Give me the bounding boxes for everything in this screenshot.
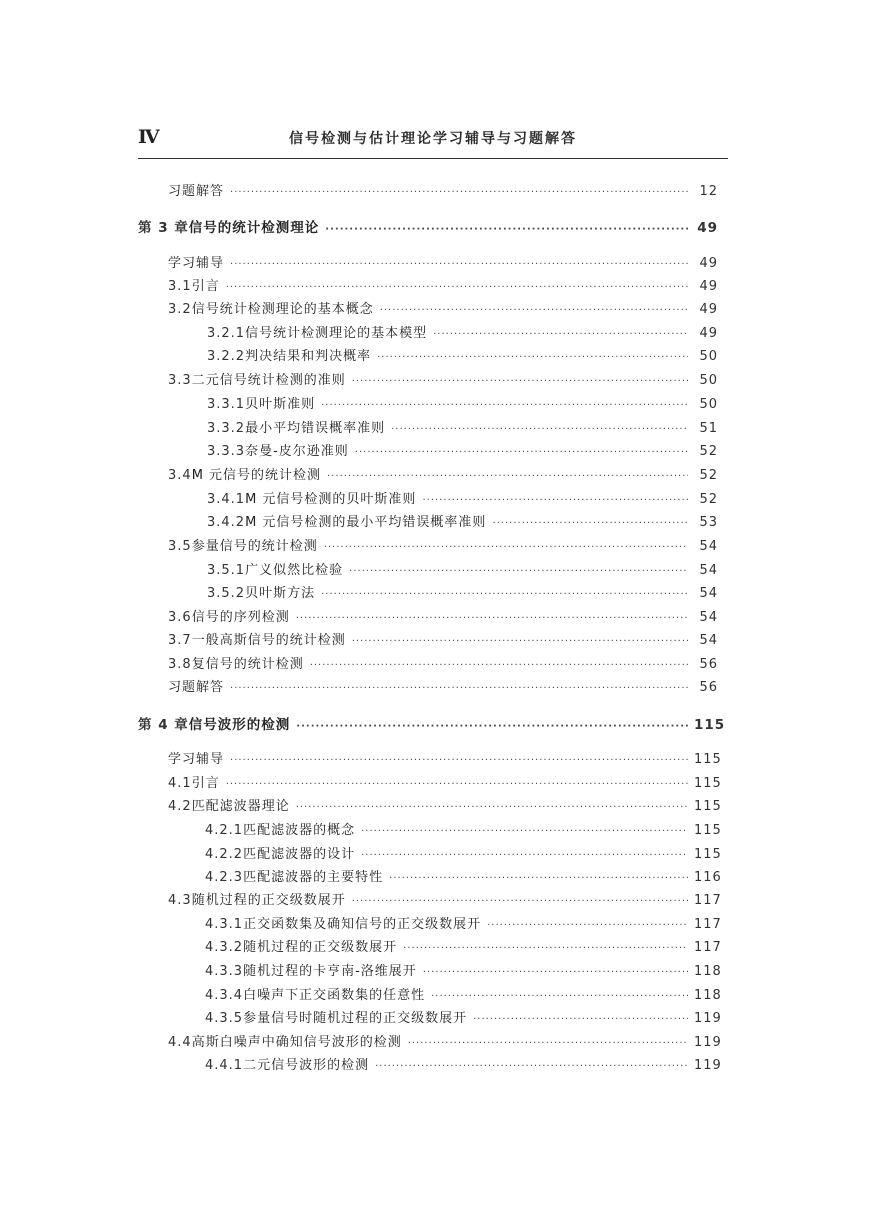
toc-entry-page: 50 (699, 349, 718, 364)
toc-subsection-number: 3.3.3 (207, 444, 246, 459)
dot-leader (377, 348, 688, 368)
dot-leader (296, 717, 688, 737)
toc-entry-page: 115 (694, 799, 722, 814)
toc-entry-title: 最小平均错误概率准则 (245, 421, 386, 436)
toc-subsection-4-2-1[interactable] (205, 821, 722, 841)
toc-section-4-3[interactable] (168, 891, 722, 911)
toc-section-3-5[interactable] (168, 537, 718, 557)
toc-subsection-3-4-1[interactable] (207, 490, 718, 510)
toc-entry-title: 信号的序列检测 (191, 610, 290, 625)
page-header (138, 118, 728, 159)
dot-leader (321, 396, 688, 416)
toc-section-4-2[interactable] (168, 797, 722, 817)
toc-subsection-number: 4.3.4 (205, 988, 244, 1003)
toc-entry-title: 学习辅导 (168, 752, 225, 767)
toc-entry-exercise-answers[interactable] (168, 678, 718, 698)
toc-entry-title: 参量信号的统计检测 (191, 539, 318, 554)
toc-entry-title: 高斯白噪声中确知信号波形的检测 (191, 1035, 402, 1050)
toc-entry-title: 匹配滤波器的概念 (243, 823, 356, 838)
dot-leader (327, 467, 688, 487)
toc-entry-page: 54 (699, 563, 718, 578)
toc-entry-page: 117 (694, 917, 722, 932)
dot-leader (391, 420, 688, 440)
toc-entry-page: 49 (699, 302, 718, 317)
toc-entry-title: 随机过程的正交级数展开 (191, 893, 346, 908)
toc-entry-page: 115 (694, 752, 722, 767)
toc-entry-page: 116 (694, 870, 722, 885)
toc-entry-page: 50 (699, 373, 718, 388)
toc-subsection-number: 3.2.1 (207, 326, 246, 341)
toc-entry-title: 判决结果和判决概率 (245, 349, 372, 364)
toc-section-number: 3.3 (168, 373, 192, 388)
toc-subsection-3-3-3[interactable] (207, 442, 718, 462)
toc-entry-page: 118 (694, 988, 722, 1003)
toc-entry-title: 学习辅导 (168, 256, 225, 271)
running-title: 信号检测与估计理论学习辅导与习题解答 (289, 131, 577, 147)
toc-entry-page: 54 (699, 610, 718, 625)
dot-leader (226, 278, 688, 298)
toc-entry-title: M 元信号检测的最小平均错误概率准则 (245, 515, 487, 530)
toc-section-number: 3.8 (168, 657, 192, 672)
toc-section-3-6[interactable] (168, 608, 718, 628)
toc-entry-title: 习题解答 (168, 184, 225, 199)
dot-leader (492, 514, 688, 534)
toc-section-number: 3.1 (168, 279, 192, 294)
toc-section-number: 4.4 (168, 1035, 192, 1050)
toc-subsection-4-4-1[interactable] (205, 1056, 722, 1076)
toc-entry-title: 白噪声下正交函数集的任意性 (243, 988, 426, 1003)
toc-section-number: 3.6 (168, 610, 192, 625)
toc-entry-title: M 元信号的统计检测 (191, 468, 322, 483)
toc-subsection-number: 3.4.2 (207, 515, 246, 530)
toc-subsection-number: 4.4.1 (205, 1058, 244, 1073)
toc-chapter-title: 信号的统计检测理论 (188, 220, 320, 236)
dot-leader (352, 892, 688, 912)
toc-entry-title: 参量信号时随机过程的正交级数展开 (243, 1011, 468, 1026)
toc-section-number: 3.4 (168, 468, 192, 483)
toc-section-number: 3.2 (168, 302, 192, 317)
toc-entry-page: 119 (694, 1058, 722, 1073)
toc-entry-title: 广义似然比检验 (245, 563, 344, 578)
toc-subsection-number: 3.3.2 (207, 421, 246, 436)
toc-entry-title: 二元信号统计检测的准则 (191, 373, 346, 388)
toc-entry-page: 54 (699, 586, 718, 601)
toc-section-number: 4.1 (168, 776, 192, 791)
toc-section-3-4[interactable] (168, 466, 718, 486)
dot-leader (325, 220, 688, 240)
toc-section-4-4[interactable] (168, 1033, 722, 1053)
toc-entry-page: 117 (694, 893, 722, 908)
toc-entry-title: 习题解答 (168, 680, 225, 695)
toc-subsection-3-2-2[interactable] (207, 347, 718, 367)
toc-subsection-number: 4.3.2 (205, 940, 244, 955)
dot-leader (230, 751, 688, 771)
toc-entry-exercise-answers[interactable] (168, 182, 718, 202)
dot-leader (423, 963, 688, 983)
page-number: Ⅳ (138, 126, 160, 148)
toc-entry-page: 115 (694, 823, 722, 838)
toc-subsection-3-5-2[interactable] (207, 584, 718, 604)
toc-section-number: 3.5 (168, 539, 192, 554)
toc-section-3-3[interactable] (168, 371, 718, 391)
toc-entry-title: 信号统计检测理论的基本模型 (245, 326, 428, 341)
toc-entry-page: 54 (699, 539, 718, 554)
toc-subsection-3-5-1[interactable] (207, 561, 718, 581)
toc-subsection-number: 4.3.3 (205, 964, 244, 979)
toc-entry-page: 49 (699, 279, 718, 294)
dot-leader (487, 916, 688, 936)
dot-leader (431, 987, 688, 1007)
dot-leader (389, 869, 688, 889)
toc-entry-page: 56 (699, 680, 718, 695)
toc-entry-title: 复信号的统计检测 (191, 657, 304, 672)
dot-leader (230, 255, 688, 275)
toc-entry-page: 118 (694, 964, 722, 979)
toc-entry-page: 49 (699, 256, 718, 271)
toc-entry-title: 二元信号波形的检测 (243, 1058, 370, 1073)
toc-subsection-4-3-3[interactable] (205, 962, 722, 982)
toc-subsection-3-4-2[interactable] (207, 513, 718, 533)
dot-leader (349, 562, 688, 582)
dot-leader (433, 325, 688, 345)
toc-section-3-2[interactable] (168, 300, 718, 320)
dot-leader (230, 679, 688, 699)
toc-entry-page: 115 (694, 847, 722, 862)
toc-subsection-number: 3.5.2 (207, 586, 246, 601)
toc-entry-study-guide[interactable] (168, 750, 722, 770)
dot-leader (361, 822, 688, 842)
dot-leader (324, 538, 688, 558)
toc-chapter-title: 信号波形的检测 (188, 717, 291, 733)
toc-section-3-7[interactable] (168, 631, 718, 651)
toc-chapter-number: 第 3 章 (138, 220, 189, 236)
toc-subsection-4-2-3[interactable] (205, 868, 722, 888)
dot-leader (403, 939, 688, 959)
toc-entry-title: 匹配滤波器的设计 (243, 847, 356, 862)
dot-leader (352, 632, 688, 652)
toc-section-number: 3.7 (168, 633, 192, 648)
toc-chapter-4[interactable] (138, 715, 726, 735)
toc-subsection-4-3-2[interactable] (205, 938, 722, 958)
toc-entry-title: 引言 (191, 776, 220, 791)
dot-leader (226, 775, 688, 795)
toc-entry-page: 117 (694, 940, 722, 955)
toc-subsection-4-3-4[interactable] (205, 986, 722, 1006)
toc-subsection-3-2-1[interactable] (207, 324, 718, 344)
toc-subsection-3-3-1[interactable] (207, 395, 718, 415)
dot-leader (380, 301, 688, 321)
toc-entry-title: 奈曼-皮尔逊准则 (245, 444, 349, 459)
dot-leader (310, 656, 688, 676)
toc-subsection-number: 3.3.1 (207, 397, 246, 412)
dot-leader (321, 585, 688, 605)
toc-entry-page: 56 (699, 657, 718, 672)
toc-section-3-8[interactable] (168, 655, 718, 675)
toc-chapter-3[interactable] (138, 218, 718, 238)
toc-entry-page: 54 (699, 633, 718, 648)
toc-entry-page: 49 (697, 220, 718, 236)
toc-entry-page: 12 (699, 184, 718, 199)
toc-entry-title: 一般高斯信号的统计检测 (191, 633, 346, 648)
toc-section-3-1[interactable] (168, 277, 718, 297)
toc-subsection-3-3-2[interactable] (207, 419, 718, 439)
toc-entry-title: 匹配滤波器的主要特性 (243, 870, 384, 885)
toc-entry-title: M 元信号检测的贝叶斯准则 (245, 492, 417, 507)
toc-entry-page: 115 (694, 776, 722, 791)
toc-entry-title: 贝叶斯方法 (245, 586, 316, 601)
toc-subsection-number: 3.2.2 (207, 349, 246, 364)
dot-leader (361, 846, 688, 866)
toc-section-number: 4.2 (168, 799, 192, 814)
toc-subsection-number: 4.3.5 (205, 1011, 244, 1026)
toc-entry-page: 52 (699, 444, 718, 459)
toc-subsection-number: 4.2.3 (205, 870, 244, 885)
dot-leader (296, 798, 688, 818)
dot-leader (352, 372, 688, 392)
toc-entry-page: 53 (699, 515, 718, 530)
toc-entry-title: 随机过程的正交级数展开 (243, 940, 398, 955)
toc-entry-page: 51 (699, 421, 718, 436)
toc-entry-page: 115 (694, 717, 726, 733)
dot-leader (408, 1034, 688, 1054)
dot-leader (375, 1057, 688, 1077)
toc-subsection-4-3-1[interactable] (205, 915, 722, 935)
dot-leader (230, 183, 688, 203)
toc-subsection-number: 4.2.1 (205, 823, 244, 838)
toc-subsection-number: 3.4.1 (207, 492, 246, 507)
toc-entry-title: 正交函数集及确知信号的正交级数展开 (243, 917, 482, 932)
dot-leader (296, 609, 688, 629)
toc-subsection-4-3-5[interactable] (205, 1009, 722, 1029)
toc-entry-page: 52 (699, 492, 718, 507)
dot-leader (355, 443, 688, 463)
toc-entry-title: 引言 (191, 279, 220, 294)
toc-entry-title: 贝叶斯准则 (245, 397, 316, 412)
toc-subsection-number: 3.5.1 (207, 563, 246, 578)
toc-subsection-number: 4.2.2 (205, 847, 244, 862)
toc-entry-page: 50 (699, 397, 718, 412)
toc-section-number: 4.3 (168, 893, 192, 908)
toc-entry-page: 119 (694, 1011, 722, 1026)
toc-chapter-number: 第 4 章 (138, 717, 189, 733)
dot-leader (422, 491, 688, 511)
dot-leader (473, 1010, 688, 1030)
toc-entry-page: 49 (699, 326, 718, 341)
toc-entry-title: 信号统计检测理论的基本概念 (191, 302, 374, 317)
toc-section-4-1[interactable] (168, 774, 722, 794)
toc-entry-study-guide[interactable] (168, 254, 718, 274)
toc-entry-title: 随机过程的卡亨南-洛维展开 (243, 964, 417, 979)
toc-entry-title: 匹配滤波器理论 (191, 799, 290, 814)
toc-entry-page: 119 (694, 1035, 722, 1050)
toc-entry-page: 52 (699, 468, 718, 483)
toc-subsection-4-2-2[interactable] (205, 845, 722, 865)
toc-subsection-number: 4.3.1 (205, 917, 244, 932)
